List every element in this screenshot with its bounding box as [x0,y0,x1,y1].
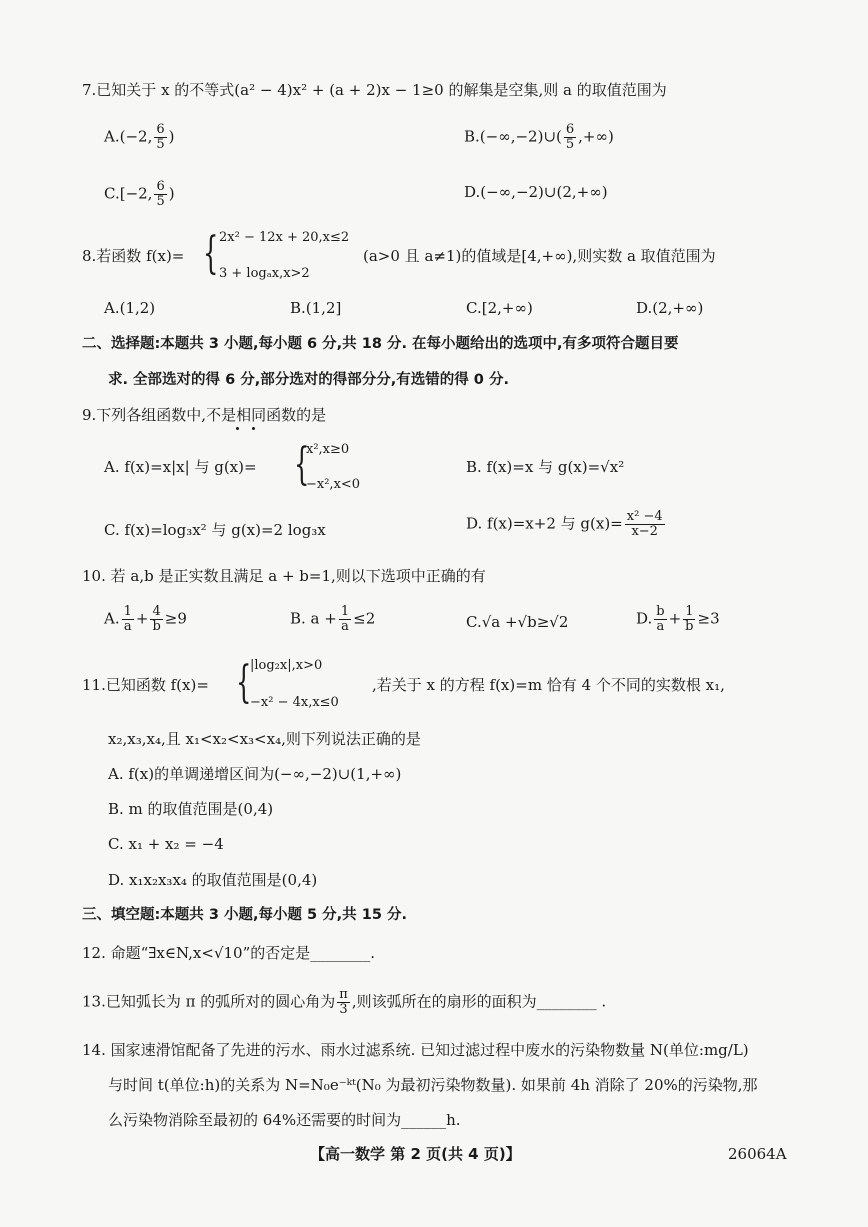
q11-piece-1: |log₂x|,x>0 [250,658,323,673]
q7-a-fraction: $\frac{6}{5}$ [156,122,165,152]
q11-suffix: ,若关于 x 的方程 f(x)=m 恰有 4 个不同的实数根 x₁, [372,676,725,694]
q10-a-frac-1: $\frac{1}{a}$ [123,604,132,634]
q10-option-b: B. a + $\frac{1}{a}$ ≤2 [290,604,376,634]
q8-suffix: (a>0 且 a≠1)的值域是[4,+∞),则实数 a 取值范围为 [363,247,716,265]
q8-prefix: 8.若函数 f(x)= [82,247,185,265]
q13-fraction: $\frac{\pi}{3}$ [339,987,348,1017]
q8-piece-1: 2x² − 12x + 20,x≤2 [219,230,350,245]
q7-option-d: D.(−∞,−2)∪(2,+∞) [464,183,608,201]
q11-stem-cont: x₂,x₃,x₄,且 x₁<x₂<x₃<x₄,则下列说法正确的是 [108,730,421,748]
q11-prefix: 11.已知函数 f(x)= [82,676,209,694]
q9-option-b: B. f(x)=x 与 g(x)=√x² [466,458,625,476]
q12: 12. 命题“∃x∈N,x<√10”的否定是________. [82,944,376,962]
q10-option-c: C.√a +√b≥√2 [466,613,569,631]
section-3-heading: 三、填空题:本题共 3 小题,每小题 5 分,共 15 分. [82,907,407,923]
q7-option-a: A.(−2, $\frac{6}{5}$ ) [104,122,175,152]
q8-option-b: B.(1,2] [290,299,342,317]
emphasis-dot [252,427,255,430]
q7-c-fraction: $\frac{6}{5}$ [156,179,165,209]
q14-line-3: 么污染物消除至最初的 64%还需要的时间为______h. [108,1111,461,1129]
exam-code: 26064A [728,1145,787,1163]
q7-option-b: B.(−∞,−2)∪( $\frac{6}{5}$ ,+∞) [464,122,614,152]
q9-option-a-prefix: A. f(x)=x|x| 与 g(x)= [104,458,257,476]
q9-option-c: C. f(x)=log₃x² 与 g(x)=2 log₃x [104,521,326,539]
q11-option-b: B. m 的取值范围是(0,4) [108,800,274,818]
q11-piece-2: −x² − 4x,x≤0 [250,695,339,710]
q10-stem: 10. 若 a,b 是正实数且满足 a + b=1,则以下选项中正确的有 [82,567,486,585]
section-2-heading-cont: 求. 全部选对的得 6 分,部分选对的得部分分,有选错的得 0 分. [108,372,509,388]
q10-a-frac-2: $\frac{4}{b}$ [152,604,161,634]
q11-option-c: C. x₁ + x₂ = −4 [108,835,224,853]
q11-brace: { [236,657,252,708]
q8-option-a: A.(1,2) [104,299,156,317]
q10-d-frac-1: $\frac{b}{a}$ [656,604,665,634]
section-2-heading: 二、选择题:本题共 3 小题,每小题 6 分,共 18 分. 在每小题给出的选项中,有多项符合题目要 [82,336,679,352]
q13: 13.已知弧长为 π 的弧所对的圆心角为 $\frac{\pi}{3}$ ,则该弧所在的扇形的面积为________ . [82,987,607,1017]
q10-option-a: A. $\frac{1}{a}$ + $\frac{4}{b}$ ≥9 [104,604,187,634]
q11-option-d: D. x₁x₂x₃x₄ 的取值范围是(0,4) [108,871,318,889]
q8-option-d: D.(2,+∞) [636,299,704,317]
q9-d-fraction: $\frac{\text{x² −4}}{x-2}$ [626,509,663,539]
q8-piece-2: 3 + logₐx,x>2 [219,266,310,281]
q9-a-piece-2: −x²,x<0 [306,477,361,492]
q11-option-a: A. f(x)的单调递增区间为(−∞,−2)∪(1,+∞) [108,765,402,783]
page-footer: 【高一数学 第 2 页(共 4 页)】 [310,1145,521,1163]
q10-d-frac-2: $\frac{1}{b}$ [685,604,694,634]
q9-option-d: D. f(x)=x+2 与 g(x)= $\frac{\text{x² −4}}{x-2}$ [466,509,663,539]
q7-b-fraction: $\frac{6}{5}$ [565,122,575,152]
q8-option-c: C.[2,+∞) [466,299,533,317]
emphasis-dot [236,427,239,430]
q10-b-frac: $\frac{1}{a}$ [340,604,350,634]
q9-stem: 9.下列各组函数中,不是相同函数的是 [82,406,327,424]
q10-option-d: D. $\frac{b}{a}$ + $\frac{1}{b}$ ≥3 [636,604,720,634]
q9-a-brace: { [294,439,310,490]
q8-brace: { [203,228,219,279]
q7-option-c: C.[−2, $\frac{6}{5}$ ) [104,179,175,209]
q14-line-1: 14. 国家速滑馆配备了先进的污水、雨水过滤系统. 已知过滤过程中废水的污染物数量 N(单位:mg/L) [82,1041,749,1059]
q9-a-piece-1: x²,x≥0 [306,442,350,457]
q7-stem: 7.已知关于 x 的不等式(a² − 4)x² + (a + 2)x − 1≥0 的解集是空集,则 a 的取值范围为 [82,81,667,99]
q14-line-2: 与时间 t(单位:h)的关系为 N=N₀e⁻ᵏᵗ(N₀ 为最初污染物数量). 如果前 4h 消除了 20%的污染物,那 [108,1076,758,1094]
